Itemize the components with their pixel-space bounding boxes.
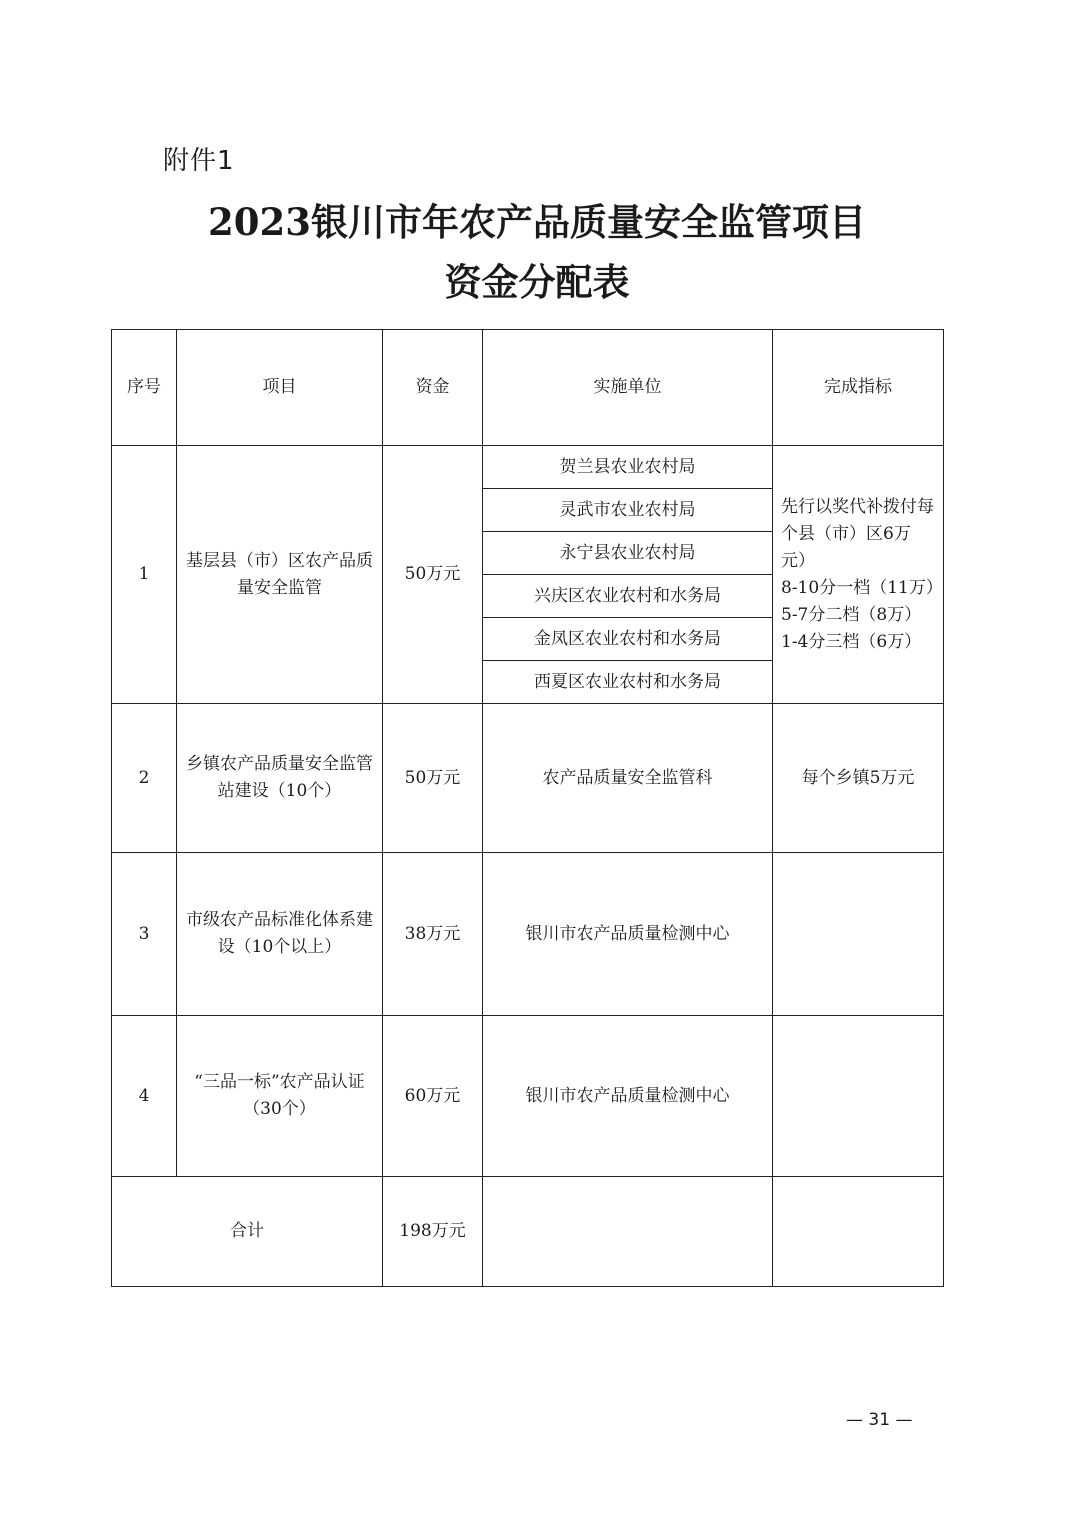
row4-fund: 60万元 [383, 1016, 483, 1177]
header-project: 项目 [177, 330, 383, 446]
row1-fund: 50万元 [383, 446, 483, 704]
row1-unit-4: 兴庆区农业农村和水务局 [483, 575, 773, 618]
row1-indicator-line: 先行以奖代补拨付每 [781, 496, 934, 517]
row1-indicator-line: 8-10分一档（11万） [781, 577, 943, 598]
row2-unit: 农产品质量安全监管科 [483, 704, 773, 853]
row1-unit-5: 金凤区农业农村和水务局 [483, 618, 773, 661]
header-unit: 实施单位 [483, 330, 773, 446]
row1-unit-1: 贺兰县农业农村局 [483, 446, 773, 489]
document-title-line1: 2023银川市年农产品质量安全监管项目 [208, 200, 866, 244]
row1-no: 1 [112, 446, 177, 704]
row4-project: “三品一标”农产品认证（30个） [177, 1016, 383, 1177]
table-row [112, 704, 944, 853]
row1-indicator [773, 446, 944, 704]
page-number: — 31 — [846, 1410, 913, 1430]
row1-unit-3: 永宁县农业农村局 [483, 532, 773, 575]
row2-indicator: 每个乡镇5万元 [773, 704, 944, 853]
header-fund: 资金 [383, 330, 483, 446]
attachment-label: 附件1 [163, 146, 235, 176]
row3-unit: 银川市农产品质量检测中心 [483, 853, 773, 1016]
row4-indicator [773, 1016, 944, 1177]
row2-no: 2 [112, 704, 177, 853]
row1-unit-6: 西夏区农业农村和水务局 [483, 661, 773, 704]
table-row [112, 446, 944, 489]
total-fund: 198万元 [383, 1177, 483, 1287]
total-indicator-empty [773, 1177, 944, 1287]
row2-project: 乡镇农产品质量安全监管站建设（10个） [177, 704, 383, 853]
table-row [112, 1016, 944, 1177]
table-header-row [112, 330, 944, 446]
row1-indicator-line: 5-7分二档（8万） [781, 604, 922, 625]
document-title-line2: 资金分配表 [444, 260, 630, 304]
row3-indicator [773, 853, 944, 1016]
row3-project: 市级农产品标准化体系建设（10个以上） [177, 853, 383, 1016]
fund-allocation-table [111, 329, 944, 1287]
row1-unit-2: 灵武市农业农村局 [483, 489, 773, 532]
header-indicator: 完成指标 [773, 330, 944, 446]
row3-fund: 38万元 [383, 853, 483, 1016]
row1-indicator-line: 个县（市）区6万元） [781, 523, 911, 571]
header-no: 序号 [112, 330, 177, 446]
row1-indicator-line: 1-4分三档（6万） [781, 631, 922, 652]
row4-unit: 银川市农产品质量检测中心 [483, 1016, 773, 1177]
row4-no: 4 [112, 1016, 177, 1177]
total-row [112, 1177, 944, 1287]
table-row [112, 853, 944, 1016]
row2-fund: 50万元 [383, 704, 483, 853]
row1-project: 基层县（市）区农产品质量安全监管 [177, 446, 383, 704]
total-unit-empty [483, 1177, 773, 1287]
total-label: 合计 [112, 1177, 383, 1287]
row3-no: 3 [112, 853, 177, 1016]
